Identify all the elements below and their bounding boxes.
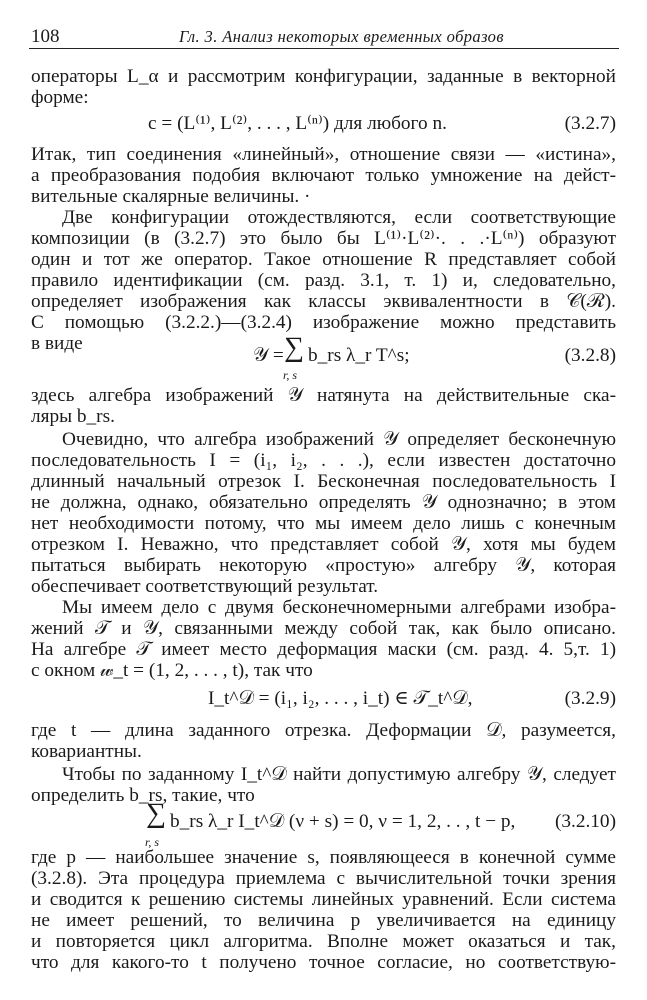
- text-line: форме:: [31, 86, 89, 108]
- equation-number: (3.2.10): [554, 810, 616, 832]
- text-line: и сводится к решению системы линейных уравнений. Если система: [31, 888, 616, 910]
- sum-symbol: ∑: [146, 797, 166, 829]
- text-line: вительные скалярные величины. ·: [31, 186, 311, 208]
- running-head-title: Гл. 3. Анализ некоторых временных образов: [179, 27, 504, 46]
- text-line: Мы имеем дело с двумя бесконечномерными алгебрами изобра-: [62, 596, 616, 618]
- equation-number: (3.2.9): [564, 688, 616, 710]
- text-line: где t — длина заданного отрезка. Деформации 𝒟, разумеется,: [31, 719, 616, 741]
- equation-lhs: 𝒴 =: [253, 344, 284, 366]
- text-line: с окном 𝓌_t = (1, 2, . . . , t), так что: [31, 659, 313, 681]
- equation-number: (3.2.7): [564, 113, 616, 135]
- sum-subscript: r, s: [145, 834, 160, 849]
- text-line: не имеет решений, то величина p увеличивается на единицу: [31, 909, 616, 931]
- text-line: обеспечивает соответствующий результат.: [31, 575, 379, 597]
- text-line: жений 𝒯 и 𝒴, связанными между собой так, как было описано.: [31, 617, 616, 639]
- sum-symbol: ∑: [284, 331, 304, 363]
- text-line: где p — наибольшее значение s, появляющееся в конечной сумме: [31, 846, 616, 868]
- text-line: (3.2.8). Эта процедура приемлема с вычислительной точки зрения: [31, 867, 616, 889]
- text-line: Чтобы по заданному I_t^𝒟 найти допустимую алгебру 𝒴, следует: [62, 763, 616, 785]
- text-line: в виде: [31, 333, 83, 355]
- text-line: На алгебре 𝒯 имеет место деформация маски (см. разд. 4. 5,т. 1): [31, 638, 616, 660]
- text-line: определить b_rs, такие, что: [31, 784, 255, 806]
- text-line: пытаться выбирать некоторую «простую» алгебру 𝒴, которая: [31, 554, 616, 576]
- text-line: что для какого-то t получено точное согласие, но соответствую-: [31, 951, 616, 973]
- text-line: ковариантны.: [31, 740, 142, 762]
- text-line: не должна, однако, обязательно определять 𝒴 однозначно; в этом: [31, 491, 616, 513]
- equation-number: (3.2.8): [564, 344, 616, 366]
- equation-3-2-7: c = (L⁽¹⁾, L⁽²⁾, . . . , L⁽ⁿ⁾) для любого n.: [148, 113, 447, 135]
- text-line: ляры b_rs.: [31, 405, 115, 427]
- equation-rhs: b_rs λ_r T^s;: [308, 344, 410, 366]
- running-header: [29, 22, 619, 49]
- text-line: Очевидно, что алгебра изображений 𝒴 определяет бесконечную: [62, 428, 616, 450]
- text-line: нет необходимости потому, что мы имеем дело лишь с конечным: [31, 512, 616, 534]
- text-line: последовательность I = (i₁, i₂, . . .), если известен достаточно: [31, 449, 616, 471]
- text-line: определяет изображения как классы эквивалентности в 𝒞(ℛ).: [31, 291, 616, 313]
- text-line: здесь алгебра изображений 𝒴 натянута на действительные ска-: [31, 384, 616, 406]
- sum-subscript: r, s: [283, 368, 298, 383]
- text-line: длинный начальный отрезок I. Бесконечная последовательность I: [31, 470, 616, 492]
- text-line: правило идентификации (см. разд. 3.1, т. 1) и, следовательно,: [31, 270, 616, 292]
- equation-rhs: b_rs λ_r I_t^𝒟 (ν + s) = 0, ν = 1, 2, . . , t − p,: [170, 810, 516, 832]
- text-line: отрезком I. Неважно, что представляет собой 𝒴, хотя мы будем: [31, 533, 616, 555]
- text-line: С помощью (3.2.2.)—(3.2.4) изображение можно представить: [31, 312, 616, 334]
- text-line: операторы L_α и рассмотрим конфигурации, заданные в векторной: [31, 65, 616, 87]
- text-line: Две конфигурации отождествляются, если соответствующие: [62, 207, 616, 229]
- page-number: 108: [31, 26, 60, 47]
- text-line: и повторяется цикл алгоритма. Вполне может оказаться и так,: [31, 930, 616, 952]
- equation-3-2-9: I_t^𝒟 = (i₁, i₂, . . . , i_t) ∈ 𝒯_t^𝒟,: [208, 688, 473, 710]
- text-line: Итак, тип соединения «линейный», отношение связи — «истина»,: [31, 144, 616, 166]
- text-line: один и тот же оператор. Такое отношение R представляет собой: [31, 249, 616, 271]
- text-line: композиции (в (3.2.7) это было бы L⁽¹⁾·L⁽²⁾·. . .·L⁽ⁿ⁾) образуют: [31, 228, 616, 250]
- text-line: а преобразования подобия включают только умножение на дейст-: [31, 165, 616, 187]
